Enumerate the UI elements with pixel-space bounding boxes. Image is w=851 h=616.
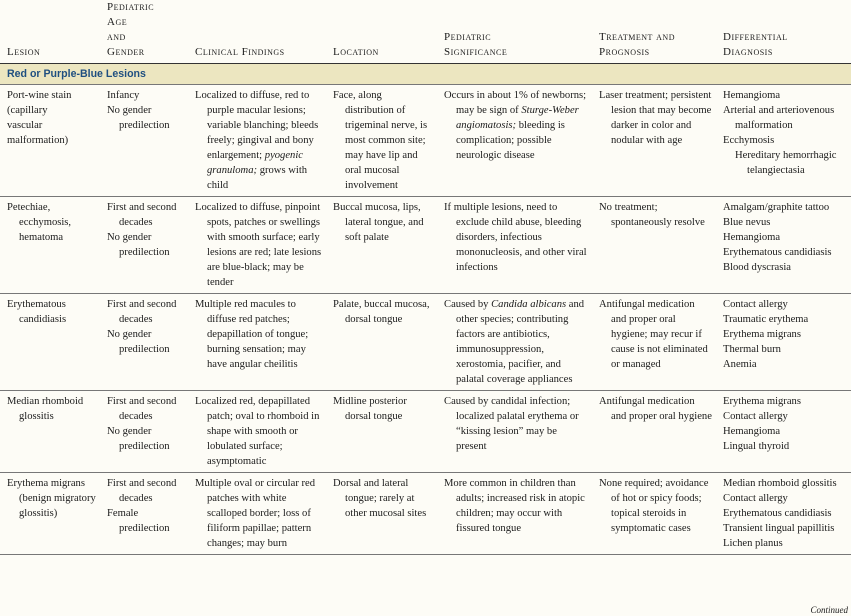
cell-age-gender: First and second decades No gender predilection xyxy=(100,294,188,391)
header-clinical-findings: Clinical Findings xyxy=(188,0,326,64)
section-header xyxy=(0,64,851,85)
header-differential-diagnosis: Differential Diagnosis xyxy=(716,0,851,64)
cell-significance: Caused by candidal infection; localized palatal erythema or “kissing lesion” may be present xyxy=(437,391,592,473)
continued-note: Continued xyxy=(810,605,848,615)
cell-treatment: No treatment; spontaneously resolve xyxy=(592,197,716,294)
header-location: Location xyxy=(326,0,437,64)
cell-age-gender: First and second decades No gender predilection xyxy=(100,391,188,473)
cell-treatment: Laser treatment; persistent lesion that may become darker in color and nodular with age xyxy=(592,85,716,197)
cell-lesion: Port-wine stain (capillary vascular malformation) xyxy=(0,85,100,197)
cell-lesion: Petechiae, ecchymosis, hematoma xyxy=(0,197,100,294)
table-row xyxy=(0,294,851,391)
cell-significance: Occurs in about 1% of newborns; may be sign of Sturge-Weber angiomatosis; bleeding is complication; possible neurologic disease xyxy=(437,85,592,197)
cell-clinical-findings: Localized red, depapillated patch; oval to rhomboid in shape with smooth or lobulated surface; asymptomatic xyxy=(188,391,326,473)
cell-age-gender: First and second decades Female predilection xyxy=(100,473,188,555)
table-row xyxy=(0,197,851,294)
cell-location: Palate, buccal mucosa, dorsal tongue xyxy=(326,294,437,391)
cell-clinical-findings: Multiple red macules to diffuse red patches; depapillation of tongue; burning sensation; may have angular cheilitis xyxy=(188,294,326,391)
cell-clinical-findings: Multiple oval or circular red patches with white scalloped border; loss of filiform papillae; pattern changes; may burn xyxy=(188,473,326,555)
cell-location: Buccal mucosa, lips, lateral tongue, and soft palate xyxy=(326,197,437,294)
section-title: Red or Purple-Blue Lesions xyxy=(0,64,851,85)
header-age-gender: Pediatric Age and Gender xyxy=(100,0,188,64)
header-lesion: Lesion xyxy=(0,0,100,64)
cell-age-gender: Infancy No gender predilection xyxy=(100,85,188,197)
cell-treatment: Antifungal medication and proper oral hygiene; may recur if cause is not eliminated or managed xyxy=(592,294,716,391)
cell-treatment: None required; avoidance of hot or spicy foods; topical steroids in symptomatic cases xyxy=(592,473,716,555)
cell-location: Face, along distribution of trigeminal nerve, is most common site; may have lip and oral mucosal involvement xyxy=(326,85,437,197)
cell-significance: Caused by Candida albicans and other species; contributing factors are antibiotics, immunosuppression, xerostomia, pacifier, and palatal coverage appliances xyxy=(437,294,592,391)
cell-clinical-findings: Localized to diffuse, pinpoint spots, patches or swellings with smooth surface; early lesions are red; late lesions are blue-black; may be tender xyxy=(188,197,326,294)
cell-lesion: Erythematous candidiasis xyxy=(0,294,100,391)
cell-significance: More common in children than adults; increased risk in atopic children; may occur with fissured tongue xyxy=(437,473,592,555)
cell-treatment: Antifungal medication and proper oral hygiene xyxy=(592,391,716,473)
cell-differential: Erythema migrans Contact allergy Hemangioma Lingual thyroid xyxy=(716,391,851,473)
header-treatment-prognosis: Treatment and Prognosis xyxy=(592,0,716,64)
cell-significance: If multiple lesions, need to exclude child abuse, bleeding disorders, infectious mononucleosis, and other viral infections xyxy=(437,197,592,294)
table-row xyxy=(0,473,851,555)
cell-location: Midline posterior dorsal tongue xyxy=(326,391,437,473)
cell-clinical-findings: Localized to diffuse, red to purple macular lesions; variable blanching; bleeds freely; gingival and bony enlargement; pyogenic granuloma; grows with child xyxy=(188,85,326,197)
cell-age-gender: First and second decades No gender predilection xyxy=(100,197,188,294)
header-pediatric-significance: Pediatric Significance xyxy=(437,0,592,64)
cell-differential: Amalgam/graphite tattoo Blue nevus Hemangioma Erythematous candidiasis Blood dyscrasia xyxy=(716,197,851,294)
cell-location: Dorsal and lateral tongue; rarely at other mucosal sites xyxy=(326,473,437,555)
table-row xyxy=(0,391,851,473)
cell-lesion: Erythema migrans (benign migratory glossitis) xyxy=(0,473,100,555)
cell-differential: Hemangioma Arterial and arteriovenous malformation Ecchymosis Hereditary hemorrhagic telangiectasia xyxy=(716,85,851,197)
cell-differential: Contact allergy Traumatic erythema Erythema migrans Thermal burn Anemia xyxy=(716,294,851,391)
table-row xyxy=(0,85,851,197)
header-row xyxy=(0,0,851,64)
cell-lesion: Median rhomboid glossitis xyxy=(0,391,100,473)
cell-differential: Median rhomboid glossitis Contact allergy Erythematous candidiasis Transient lingual papillitis Lichen planus xyxy=(716,473,851,555)
